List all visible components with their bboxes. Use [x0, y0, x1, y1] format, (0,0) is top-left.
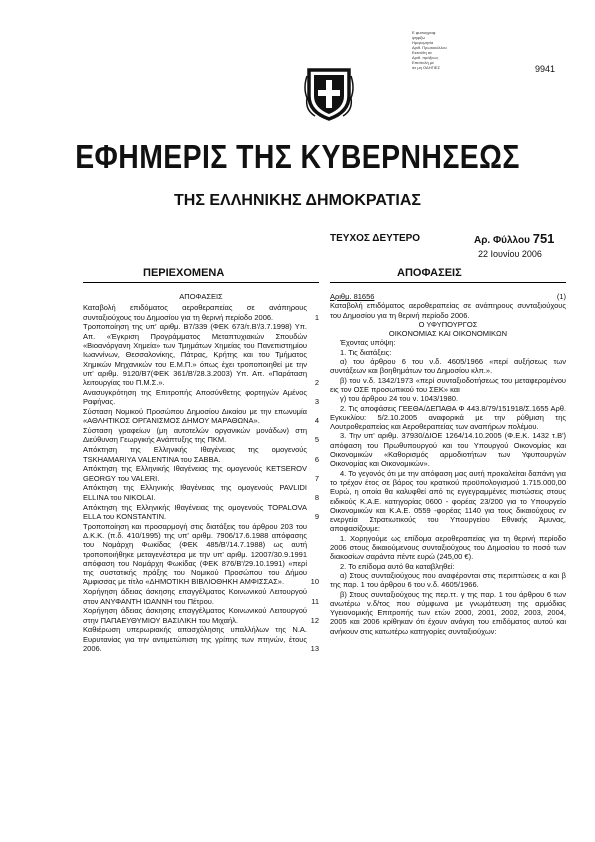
toc-entry-text: Σύσταση Νομικού Προσώπου Δημοσίου Δικαίου με την επωνυμία «ΑΘΛΗΤΙΚΟΣ ΟΡΓΑΝΙΣΜΟΣ ΔΗΜΟΥ ΜΑΡΑΘΩΝΑ».	[83, 407, 307, 426]
ministry-name: ΟΙΚΟΝΟΜΙΑΣ ΚΑΙ ΟΙΚΟΝΟΜΙΚΩΝ	[388, 329, 508, 339]
decision-paragraph: 4. Το γεγονός ότι με την απόφαση μας αυτή προκαλείται δαπάνη για το τρέχον έτος σε βάρος του κρατικού προϋπολογισμού 1.715.000,00 Ευρώ, η οποία θα καλυφθεί από τις εγγεγραμμένες πιστώσεις στους ειδικούς Κ.Α.Ε. κατηγορίας 0600 - φορέας 23/200 για το Υπουργείο Οικονομικών και Κ.Α.Ε. 0559 -φορέας 1140 για τους δικαιούχους εν ενεργεία Στρατιωτικούς του Υπουργείου Εθνικής Άμυνας, αποφασίζουμε:	[330, 468, 566, 534]
toc-entry-page: 4	[314, 416, 319, 426]
toc-entry-page: 9	[314, 511, 319, 521]
toc-entry-text: Χορήγηση άδειας άσκησης επαγγέλματος Κοινωνικού Λειτουργού στον ΑΝΥΦΑΝΤΗ ΙΩΑΝΝΗ του Πέτρου.	[83, 587, 307, 606]
toc-entry-page: 6	[314, 454, 319, 464]
stamp-line: Ημερομηνία	[412, 40, 434, 45]
divider	[330, 282, 566, 283]
toc-entry[interactable]	[83, 445, 319, 464]
gazette-subtitle: ΤΗΣ ΕΛΛΗΝΙΚΗΣ ΔΗΜΟΚΡΑΤΙΑΣ	[174, 192, 421, 209]
minister-title: Ο ΥΦΥΠΟΥΡΓΟΣ	[418, 319, 478, 329]
toc-entry-text: Καθιέρωση υπερωριακής απασχόλησης υπαλλήλων της Ν.Α. Ευρυτανίας για την αντιμετώπιση της γρίπης των πτηνών, έτους 2006.	[83, 625, 307, 653]
sheet-value: 751	[532, 231, 555, 246]
toc-entry[interactable]	[83, 407, 319, 426]
toc-entry-page: 11	[311, 596, 319, 606]
toc-entry-page: 8	[314, 492, 319, 502]
toc-entry-text: Απόκτηση της Ελληνικής Ιθαγένειας της ομογενούς PAVLIDI ELLINA του NIKOLAI.	[83, 483, 307, 502]
decisions-column	[330, 292, 566, 636]
stamp-line: Αριθ. Πρωτοκόλλου	[412, 45, 447, 50]
decision-index: (1)	[556, 292, 566, 301]
contents-heading: ΠΕΡΙΕΧΟΜΕΝΑ	[143, 267, 225, 279]
toc-entry-text: Τροποποίηση της υπ' αριθμ. Β7/339 (ΦΕΚ 673/τ.Β'/3.7.1998) Υπ. Απ. «Έγκριση Προγράμματος Μεταπτυχιακών Σπουδών «Βιοανόργανη Χημεία» των Τμημάτων Χημείας του Πανεπιστημίου Ιωαννίνων, Θεσσαλονίκης, Πάτρας, Κρήτης και του Τμήματος Χημικών Μηχανικών του Ε.Μ.Π.» όπως έχει τροποποιηθεί με την υπ' αριθμ. 9120/Β7(ΦΕΚ 361/Β'/28.3.2003) Υπ. Απ. «Παράταση λειτουργίας του Π.Μ.Σ.».	[83, 322, 307, 388]
toc-entry-text: Τροποποίηση και προσαρμογή στις διατάξεις του άρθρου 203 του Δ.Κ.Κ. (π.δ. 410/1995) της υπ' αριθμ. 7906/17.6.1988 απόφασης του Νομάρχη Φωκίδας (ΦΕΚ 485/Β'/14.7.1988) ως αυτή τροποποιήθηκε μεταγενέστερα με την υπ' αριθμ. 12007/30.9.1991 απόφαση του Νομάρχη Φωκίδας (ΦΕΚ 876/Β'/29.10.1991) «περί της συστατικής πράξης του Νομικού Προσώπου του Δήμου Άμφισσας με τίτλο «ΔΗΜΟΤΙΚΗ ΒΙΒΛΙΟΘΗΚΗ ΑΜΦΙΣΣΑΣ».	[83, 521, 307, 587]
stamp-line: Αριθ. πράξεως	[412, 55, 439, 60]
divider	[83, 282, 319, 283]
considering-line: Έχοντας υπόψη:	[340, 338, 396, 348]
sheet-number	[474, 231, 554, 246]
stamp-line: ψηφίζω	[412, 35, 426, 40]
toc-entry[interactable]	[83, 322, 319, 387]
toc-entry-text: Ανασυγκρότηση της Επιτροπής Αποσύνθετης φορτηγών Αμένος Ραφήνας.	[83, 387, 307, 407]
toc-entry-page: 2	[314, 378, 319, 388]
decision-paragraph: β) του ν.δ. 1342/1973 «περί συνταξιοδοτήσεως του μεταφερομένου εις τον ΟΣΕ προσωπικού του ΣΕΚ» και	[330, 375, 566, 394]
contents-column	[83, 292, 319, 654]
toc-entry[interactable]	[83, 606, 319, 625]
greek-coat-of-arms-icon	[301, 66, 357, 122]
issue-date: 22 Ιουνίου 2006	[478, 249, 542, 259]
toc-entry-text: Καταβολή επιδόματος αεροθεραπείας σε ανάπηρους συνταξιούχους του Δημοσίου για τη θερινή περίοδο 2006.	[83, 303, 307, 322]
decision-number: Αριθμ. 81656	[330, 292, 375, 301]
toc-entry-text: Απόκτηση της Ελληνικής Ιθαγένειας της ομογενούς TOPALOVA ELLA του KONSTANTIN.	[83, 502, 307, 521]
toc-entry[interactable]	[83, 303, 319, 322]
toc-entry-text: Σύσταση γραφείων (μη αυτοτελών οργανικών μονάδων) στη Διεύθυνση Γεωργικής Ανάπτυξης της ΠΚΜ.	[83, 426, 307, 445]
toc-entry[interactable]	[83, 587, 319, 606]
toc-entry-page: 3	[314, 397, 319, 407]
toc-entry-text: Χορήγηση άδειας άσκησης επαγγέλματος Κοινωνικού Λειτουργού στην ΠΑΠΑΕΥΘΥΜΙΟΥ ΒΑΣΙΛΙΚΗ του Μιχαήλ.	[83, 606, 307, 625]
toc-entry[interactable]	[83, 388, 319, 407]
stamp-line: σε μη ΟΔΗΓΙΕΣ	[412, 65, 441, 70]
stamp-line: Εκτεύθη σε	[412, 50, 433, 55]
stamp-line: Ε φυσιογραφ	[412, 30, 436, 35]
toc-entry[interactable]	[83, 625, 319, 653]
toc-entry-page: 10	[310, 577, 319, 587]
decision-paragraph: 2. Τις αποφάσεις ΓΕΕΘΑ/ΔΕΠΑΘΑ Φ 443.8/79/151918/Σ.1655 Αρθ. Εγκυκλίου: 5/2.10.2005 αναφορικά με την ρύθμιση της Λουτροθεραπείας και Αεροθεραπείας των αναπήρων πολέμου.	[330, 403, 566, 432]
reception-stamp	[412, 30, 472, 70]
decision-paragraph: β) Στους συνταξιούχους της περ.ττ. γ της παρ. 1 του άρθρου 6 των ανωτέρω ν.δ/τος που σύμφωνα με γνωμάτευση της αρμόδιας Υγειονομικής Επιτροπής των ετών 2000, 2001, 2002, 2003, 2004, 2005 και 2006 κρίθηκαν ότι έχουν ανάγκη του επιδόματος αυτού και ανήκουν στις κατωτέρω κατηγορίες συνταξιούχων:	[330, 589, 566, 636]
toc-entry-page: 1	[314, 312, 319, 322]
decision-paragraph: α) Στους συνταξιούχους που αναφέρονται στις περιπτώσεις α και β της παρ. 1 του άρθρου 6 του ν.δ. 4605/1966.	[330, 570, 566, 590]
toc-entry[interactable]	[83, 464, 319, 483]
toc-entry-page: 13	[310, 643, 319, 653]
toc-entry-page: 12	[310, 615, 319, 625]
toc-entry[interactable]	[83, 503, 319, 522]
toc-entry[interactable]	[83, 426, 319, 445]
sheet-label: Αρ. Φύλλου	[474, 235, 530, 246]
decision-paragraph: α) του άρθρου 6 του ν.δ. 4605/1966 «περί αυξήσεως των συντάξεων και βοηθημάτων του Δημοσίου κλπ.».	[330, 357, 566, 376]
decision-reference	[330, 292, 566, 301]
decision-paragraph: γ) του άρθρου 24 του ν. 1043/1980.	[340, 394, 459, 404]
decision-paragraph: 3. Την υπ' αριθμ. 37930/ΔΙΟΕ 1264/14.10.2005 (Φ.Ε.Κ. 1432 τ.Β') απόφαση του Πρωθυπουργού και του Υπουργού Οικονομίας και Οικονομικών «Καθορισμός αρμοδιοτήτων των Υφυπουργών Οικονομίας και Οικονομικών».	[330, 431, 566, 469]
toc-entry[interactable]	[83, 483, 319, 502]
decision-paragraph: 1. Τις διατάξεις:	[340, 347, 392, 357]
toc-entry-page: 7	[314, 473, 319, 483]
decisions-heading: ΑΠΟΦΑΣΕΙΣ	[397, 267, 462, 279]
toc-entry[interactable]	[83, 522, 319, 587]
toc-entry-text: Απόκτηση της Ελληνικής Ιθαγένειας της ομογενούς TSKHAMARIYA VALENTINA του ΣΑΒΒΑ.	[83, 445, 307, 464]
page-number: 9941	[535, 64, 556, 74]
decision-paragraph: 1. Χορηγούμε ως επίδομα αεροθεραπείας για τη θερινή περίοδο 2006 στους δικαιούμενους συνταξιούχους του Δημοσίου το ποσό των διακοσίων σαράντα πέντε ευρώ (245,00 €).	[330, 533, 566, 562]
contents-subheading: ΑΠΟΦΑΣΕΙΣ	[179, 292, 223, 301]
issue-label: ΤΕΥΧΟΣ ΔΕΥΤΕΡΟ	[330, 233, 421, 244]
gazette-title: ΕΦΗΜΕΡΙΣ ΤΗΣ ΚΥΒΕΡΝΗΣΕΩΣ	[75, 138, 520, 175]
stamp-line: Επιστολή μέ	[412, 60, 434, 65]
toc-entry-text: Απόκτηση της Ελληνικής Ιθαγένειας της ομογενούς KETSEROV GEORGY του VALERI.	[83, 464, 307, 483]
decision-paragraph: 2. Το επίδομα αυτό θα καταβληθεί:	[340, 561, 455, 571]
toc-entry-page: 5	[314, 435, 319, 445]
decision-subject: Καταβολή επιδόματος αεροθεραπείας σε ανάπηρους συνταξιούχους του Δημοσίου για τη θερινή περίοδο 2006.	[330, 301, 566, 320]
